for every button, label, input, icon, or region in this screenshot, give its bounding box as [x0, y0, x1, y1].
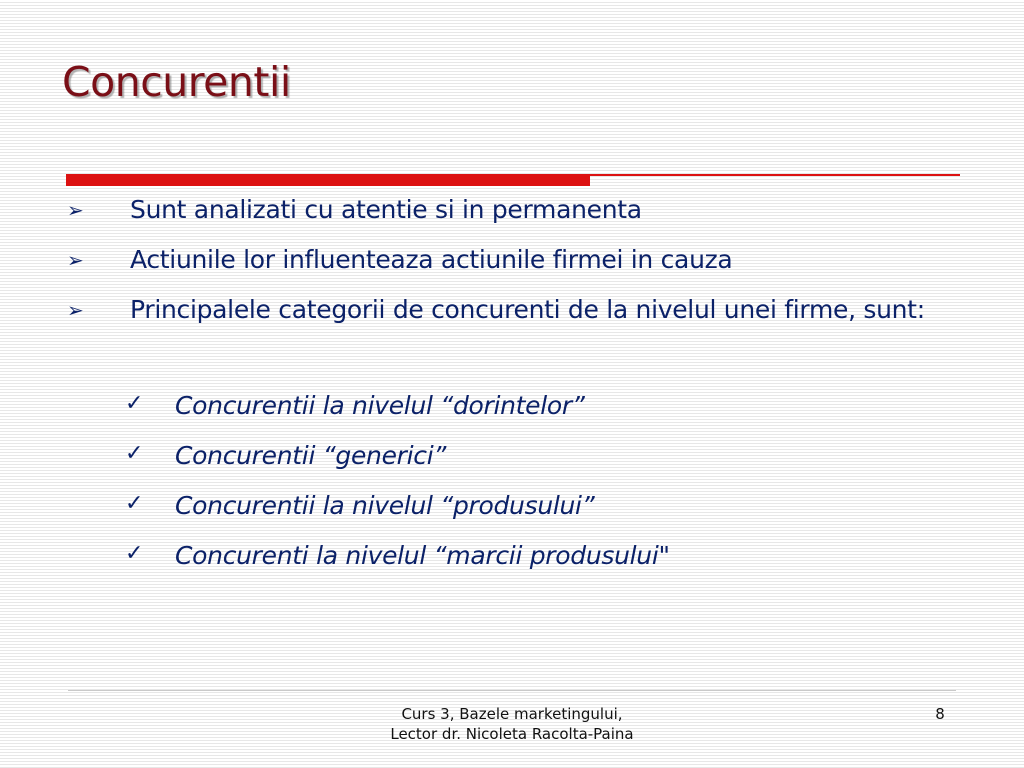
- title-underline-thin: [590, 174, 960, 176]
- arrow-bullet-icon: ➢: [67, 198, 84, 222]
- arrow-bullet-icon: ➢: [67, 248, 84, 272]
- sub-bullet-item: [125, 386, 955, 426]
- checkmark-icon: ✓: [125, 391, 144, 416]
- sub-bullet-text: Concurentii “generici”: [175, 441, 447, 470]
- sub-bullet-text: Concurentii la nivelul “produsului”: [175, 491, 595, 520]
- bullet-item: [67, 190, 960, 230]
- arrow-bullet-icon: ➢: [67, 298, 84, 322]
- checkmark-icon: ✓: [125, 441, 144, 466]
- sub-bullet-item: [125, 536, 955, 576]
- bullet-text: Actiunile lor influenteaza actiunile firmei in cauza: [130, 245, 733, 274]
- footer-line-lecturer: Lector dr. Nicoleta Racolta-Paina: [390, 725, 634, 743]
- page-number: 8: [935, 705, 945, 723]
- checkmark-icon: ✓: [125, 491, 144, 516]
- sub-bullet-text: Concurenti la nivelul “marcii produsului: [175, 541, 659, 570]
- sub-bullet-item: [125, 436, 955, 476]
- title-underline-thick: [66, 174, 590, 186]
- footer-line-course: Curs 3, Bazele marketingului,: [401, 705, 623, 723]
- bullet-item: [67, 240, 960, 280]
- slide-title: Concurentii: [62, 58, 291, 106]
- bullet-text: Principalele categorii de concurenti de la nivelul unei firme, sunt:: [130, 295, 925, 324]
- bullet-text: Sunt analizati cu atentie si in permanenta: [130, 195, 642, 224]
- footer-divider: [68, 690, 956, 691]
- sub-bullet-item: [125, 486, 955, 526]
- bullet-item: [67, 290, 950, 330]
- footer-caption: [340, 704, 684, 744]
- sub-bullet-text: Concurentii la nivelul “dorintelor”: [175, 391, 585, 420]
- sub-bullet-closing-quote: ": [658, 541, 670, 570]
- checkmark-icon: ✓: [125, 541, 144, 566]
